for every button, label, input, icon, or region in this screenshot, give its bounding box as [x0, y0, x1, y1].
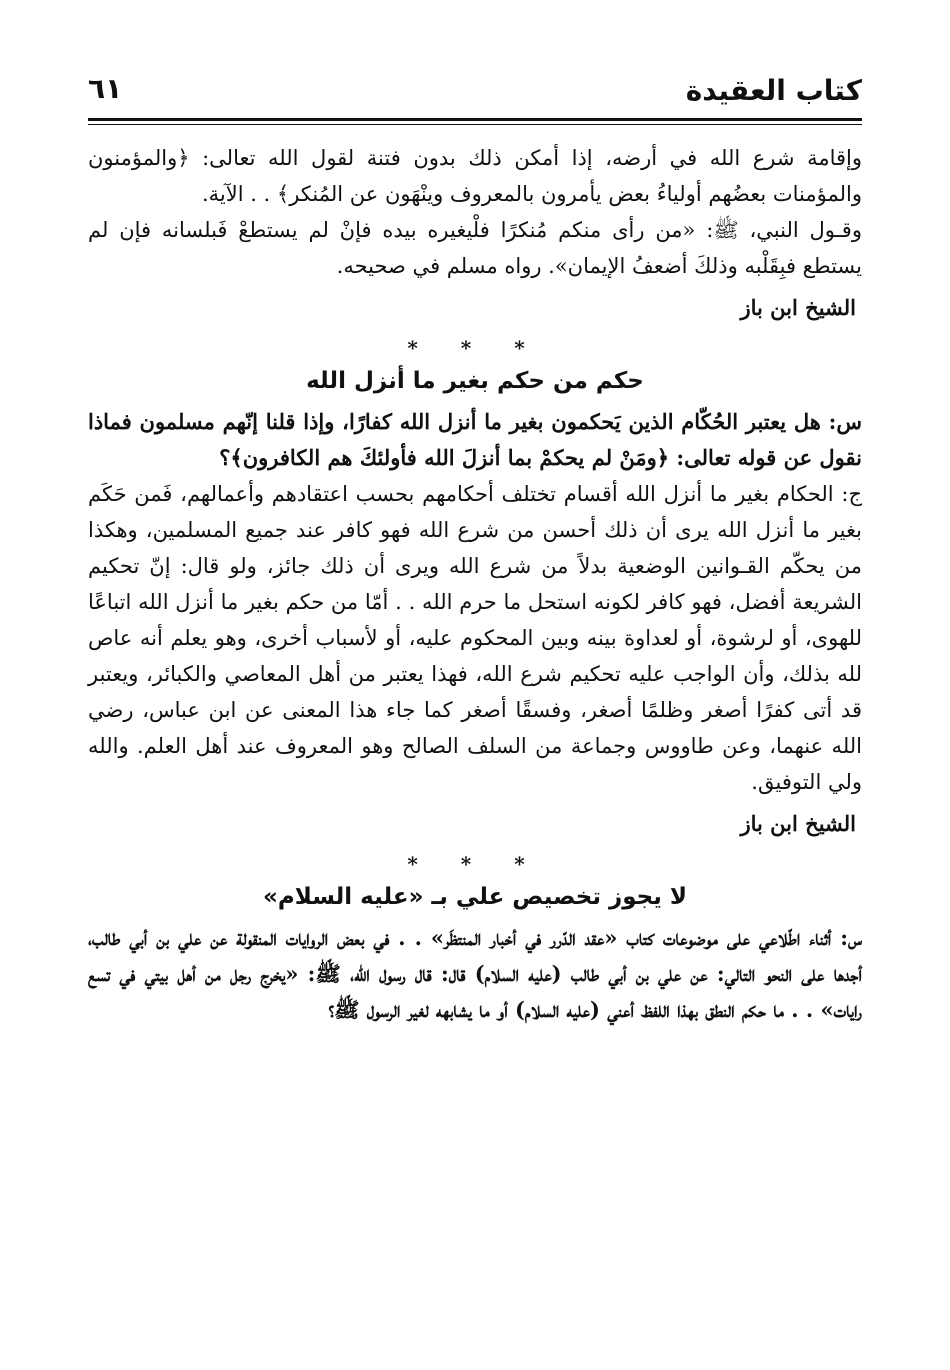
paragraph-hadith: وقـول النبي، ﷺ: «من رأى منكم مُنكرًا فلْيغيره بيده فإنْ لم يستطعْ فَبلسانه فإن لم يستطع فبِقَلْبه وذلكَ أضعفُ الإيمان». رواه مسلم في صحيحه.: [88, 218, 862, 278]
signature-ibn-baz-2: الشيخ ابن باز: [740, 811, 856, 836]
section-heading-ruling: حكم من حكم بغير ما أنزل الله: [306, 368, 644, 394]
page-body: [88, 140, 862, 1028]
section-divider-2: * * *: [407, 852, 543, 876]
header-rule-thick: [88, 118, 862, 121]
page-header: [88, 68, 862, 116]
answer-rulers: ج: الحكام بغير ما أنزل الله أقسام تختلف أحكامهم بحسب اعتقادهم وأعمالهم، فَمن حَكَم بغير ما أنزل الله يرى أن ذلك أحسن من شرع الله فهو كافر عند جميع المسلمين، وهكذا من يحكّم القـوانين الوضعية بدلاً من شرع الله ويرى أن ذلك جائز، ولو قال: إنّ تحكيم الشريعة أفضل، فهو كافر لكونه استحل ما حرم الله . . أمّا من حكم بغير ما أنزل الله اتباعًا للهوى، أو لرشوة، أو لعداوة بينه وبين المحكوم عليه، أو لأسباب أخرى، وهو يعلم أنه عاص لله بذلك، وأن الواجب عليه تحكيم شرع الله، فهذا يعتبر من أهل المعاصي والكبائر، ويعتبر قد أتى كفرًا أصغر وظلمًا أصغر، وفسقًا أصغر كما جاء هذا المعنى عن ابن عباس، رضي الله عنهما، وعن طاووس وجماعة من السلف الصالح وهو المعروف عند أهل العلم. والله ولي التوفيق.: [88, 482, 862, 794]
header-rule-thin: [88, 124, 862, 125]
section-divider-1: * * *: [407, 336, 543, 360]
section-heading-ali: لا يجوز تخصيص علي بـ «عليه السلام»: [263, 884, 687, 910]
question-rulers: س: هل يعتبر الحُكّام الذين يَحكمون بغير ما أنزل الله كفارًا، وإذا قلنا إنّهم مسلمون فماذا نقول عن قوله تعالى: ﴿ومَنْ لم يحكمْ بما أنزلَ الله فأولئكَ هم الكافرون﴾؟: [88, 409, 862, 470]
signature-ibn-baz-1: الشيخ ابن باز: [740, 295, 856, 320]
paragraph-verse: وإقامة شرع الله في أرضه، إذا أمكن ذلك بدون فتنة لقول الله تعالى: ﴿والمؤمنون والمؤمنات بعضُهم أولياءُ بعض يأمرون بالمعروف وينْهَون عن المُنكر﴾ . . الآية.: [88, 146, 862, 206]
page-number: ٦١: [88, 72, 123, 105]
book-title: كتاب العقيدة: [685, 74, 862, 107]
question-ali: س: أثناء اطّلاعي على موضوعات كتاب «عقد الدّرر في أخبار المنتظَر» . . في بعض الروايات المنقولة عن علي بن أبي طالب، أجدها على النحو التالي: عن علي بن أبي طالب (عليه السلام) قال: قال رسول الله، ﷺ: «يخرج رجل من أهل بيتي في تسع رايات» . . ما حكم النطق بهذا اللفظ أعني (عليه السلام) أو ما يشابهه لغير الرسول ﷺ؟: [88, 925, 862, 1022]
